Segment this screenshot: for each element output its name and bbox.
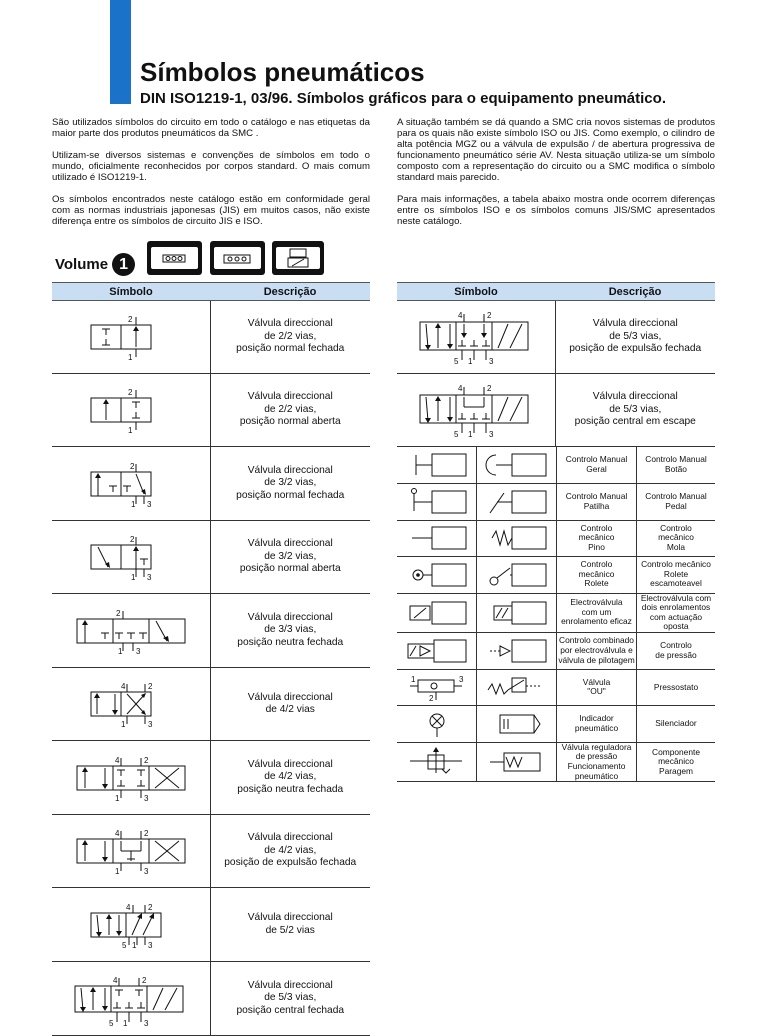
svg-text:3: 3 [488, 357, 494, 366]
svg-text:2: 2 [141, 975, 147, 985]
actuator-product-icon [272, 241, 324, 275]
row-description: de 2/2 vias, [264, 330, 317, 342]
svg-text:1: 1 [127, 426, 133, 435]
table-row [397, 742, 715, 781]
grid-label: Controlo combinado [559, 635, 634, 646]
svg-text:4: 4 [120, 682, 126, 691]
row-description: posição neutra fechada [237, 636, 344, 648]
intro-paragraph: Para mais informações, a tabela abaixo mostra onde ocorrem diferenças entre os símbolos ISO e os símbolos comuns JIS/SMC apresentados neste catálogo. [397, 194, 715, 227]
row-description: Válvula direccional [247, 318, 333, 330]
table-row [397, 669, 715, 705]
intro-paragraph: São utilizados símbolos do circuito em todo o catálogo e nas etiquetas da maior parte dos produtos pneumáticos da SMC . [52, 117, 370, 139]
valve-5-3-center-exhaust-symbol [406, 379, 546, 441]
row-description: Válvula direccional [247, 538, 333, 550]
grid-label: Controlo Manual [565, 490, 628, 501]
grid-label: "OU" [587, 686, 606, 697]
svg-text:3: 3 [147, 720, 153, 729]
grid-label: Mola [666, 541, 686, 552]
grid-label: Componente [652, 746, 700, 757]
grid-label: de pressão [655, 649, 697, 660]
table-row [52, 521, 370, 594]
solenoid-symbol [402, 598, 472, 628]
grid-label: mecânico [658, 756, 694, 767]
svg-text:1: 1 [130, 499, 136, 509]
row-description: Válvula direccional [247, 464, 333, 476]
row-description: de 5/2 vias [265, 924, 315, 936]
valve-5-3-exhaust-symbol [406, 306, 546, 368]
row-description: de 3/2 vias, [264, 477, 317, 489]
pressure-regulator-symbol [402, 747, 472, 777]
row-description: posição de expulsão fechada [224, 857, 357, 869]
grid-label: Indicador [579, 713, 614, 724]
svg-text:3: 3 [146, 573, 152, 582]
row-description: de 5/3 vias, [264, 992, 317, 1004]
svg-text:5: 5 [121, 940, 127, 950]
valve-product-icon [147, 241, 202, 275]
svg-text:1: 1 [410, 675, 415, 685]
grid-label: válvula de pilotagem [558, 654, 635, 665]
grid-label: mecânico [578, 568, 615, 579]
row-description: Válvula direccional [247, 691, 333, 703]
roller-symbol [402, 560, 472, 590]
row-description: Válvula direccional [247, 979, 333, 991]
row-description: Válvula direccional [247, 832, 333, 844]
svg-text:1: 1 [114, 867, 120, 876]
spring-symbol [482, 523, 552, 553]
grid-label: Controlo Manual [645, 454, 707, 465]
valve-3-3-symbol [61, 601, 201, 661]
grid-label: Pressostato [653, 681, 699, 692]
grid-label: Paragem [659, 765, 693, 776]
svg-text:1: 1 [131, 940, 137, 950]
svg-text:4: 4 [457, 311, 463, 320]
grid-label: enrolamento eficaz [561, 616, 632, 627]
row-description: Válvula direccional [247, 758, 333, 770]
svg-text:1: 1 [122, 1018, 128, 1028]
grid-label: Pino [588, 541, 605, 552]
table-row [397, 483, 715, 520]
grid-label: Controlo [580, 559, 613, 570]
symbol-table-left [52, 282, 370, 1036]
double-solenoid-symbol [482, 598, 552, 628]
table-row [397, 556, 715, 593]
svg-text:2: 2 [115, 608, 121, 618]
svg-text:2: 2 [428, 694, 433, 703]
row-description: de 4/2 vias, [264, 771, 317, 783]
svg-text:2: 2 [127, 315, 133, 324]
grid-label: por electroválvula e [560, 645, 633, 656]
table-row [397, 447, 715, 483]
grid-label: Rolete [663, 568, 689, 579]
blue-accent-bar [110, 0, 131, 104]
row-description: posição de expulsão fechada [569, 343, 702, 355]
svg-text:1: 1 [117, 646, 123, 656]
svg-text:4: 4 [457, 384, 463, 393]
valve-4-3-neutral-symbol [61, 748, 201, 808]
pressure-switch-symbol [482, 672, 552, 702]
row-description: posição normal aberta [239, 563, 341, 575]
svg-text:5: 5 [453, 357, 459, 366]
svg-text:3: 3 [147, 940, 153, 950]
grid-label: dois enrolamentos [641, 602, 711, 613]
svg-text:4: 4 [112, 975, 118, 985]
grid-label: Patilha [583, 500, 610, 511]
column-header-description: Descrição [555, 283, 715, 301]
row-description: de 4/2 vias [265, 704, 315, 715]
intro-left [52, 117, 370, 238]
control-symbols-table [397, 447, 715, 782]
valve-5-3-closed-symbol [61, 968, 201, 1030]
grid-label: de pressão [575, 751, 618, 762]
svg-text:2: 2 [147, 682, 153, 691]
grid-label: Válvula [582, 676, 611, 687]
pressure-control-symbol [482, 636, 552, 666]
table-row [52, 741, 370, 815]
solenoid-pilot-symbol [402, 636, 472, 666]
grid-label: Electroválvula com [640, 592, 712, 603]
svg-text:5: 5 [108, 1018, 114, 1028]
push-button-symbol [482, 450, 552, 480]
row-description: Válvula direccional [247, 912, 333, 923]
mechanical-stop-symbol [482, 747, 552, 777]
row-description: de 2/2 vias, [264, 403, 317, 415]
column-header-symbol: Símbolo [52, 283, 210, 301]
svg-text:1: 1 [467, 430, 473, 439]
valve-4-3-exhaust-symbol [61, 821, 201, 881]
valve-4-2-symbol [71, 674, 191, 734]
svg-text:2: 2 [143, 755, 149, 765]
svg-text:5: 5 [453, 430, 459, 439]
table-row [397, 301, 715, 374]
table-row [52, 374, 370, 447]
svg-text:1: 1 [114, 793, 120, 803]
svg-text:4: 4 [114, 755, 120, 765]
grid-label: Controlo Manual [645, 490, 707, 501]
svg-text:3: 3 [143, 867, 149, 876]
svg-text:2: 2 [129, 461, 135, 471]
page-subtitle: DIN ISO1219-1, 03/96. Símbolos gráficos para o equipamento pneumático. [140, 90, 666, 107]
svg-text:2: 2 [129, 535, 135, 544]
grid-label: Funcionamento [567, 761, 626, 772]
plunger-symbol [402, 523, 472, 553]
grid-label: Válvula reguladora [561, 741, 632, 752]
row-description: de 5/3 vias, [609, 330, 662, 342]
table-row [397, 593, 715, 632]
grid-label: Silenciador [655, 718, 697, 729]
intro-paragraph: Utilizam-se diversos sistemas e convenções de símbolos em todo o mundo, oficialmente reconhecidos por corpos standard. O mais comum utilizado é ISO1219-1. [52, 150, 370, 183]
svg-text:3: 3 [488, 430, 494, 439]
intro-paragraph: A situação também se dá quando a SMC cria novos sistemas de produtos para os quais não existe símbolo ISO ou JIS. Como exemplo, o cilindro de alta potência MGZ ou a válvula de expulsão / de abertura progressiva de funcionamento pneumático série AV. Nesta situação utiliza-se um símbolo composto com a representação do circuito ou a SMC modifica o símbolo standard mais parecido. [397, 117, 715, 183]
row-description: posição central fechada [236, 1004, 345, 1016]
column-header-symbol: Símbolo [397, 283, 555, 301]
grid-label: Controlo [580, 522, 613, 533]
table-row [397, 374, 715, 447]
valve-2-2-nc-symbol [71, 307, 191, 367]
row-description: posição normal fechada [236, 343, 345, 355]
grid-label: Rolete [584, 578, 609, 589]
table-row [397, 705, 715, 742]
grid-label: pneumático [574, 770, 619, 781]
svg-text:1: 1 [127, 353, 133, 362]
svg-text:3: 3 [146, 499, 152, 509]
svg-text:1: 1 [130, 573, 136, 582]
svg-text:2: 2 [486, 311, 492, 320]
svg-text:2: 2 [486, 384, 492, 393]
valve-3-2-no-symbol [71, 527, 191, 587]
grid-label: Controlo [660, 522, 692, 533]
table-row [52, 668, 370, 741]
row-description: de 5/3 vias, [609, 403, 662, 415]
grid-label: mecânico [658, 532, 694, 543]
row-description: de 3/2 vias, [264, 550, 317, 562]
grid-label: com actuação oposta [649, 611, 703, 632]
svg-text:3: 3 [135, 646, 141, 656]
row-description: posição central em escape [574, 416, 696, 428]
pneumatic-indicator-symbol [402, 709, 472, 739]
row-description: posição neutra fechada [237, 783, 344, 795]
valve-3-2-nc-symbol [71, 454, 191, 514]
volume-label: Volume [55, 256, 109, 273]
table-row [397, 632, 715, 669]
retractable-roller-symbol [482, 560, 552, 590]
svg-text:3: 3 [143, 793, 149, 803]
grid-label: Controlo Manual [565, 454, 628, 465]
grid-label: escamoteavel [650, 578, 702, 589]
svg-text:3: 3 [143, 1018, 149, 1028]
row-description: posição normal aberta [239, 416, 341, 428]
grid-label: Botão [665, 463, 687, 474]
valve-5-2-symbol [71, 895, 191, 955]
manifold-product-icon [210, 241, 265, 275]
manual-control-symbol [402, 450, 472, 480]
intro-paragraph: Os símbolos encontrados neste catálogo estão em conformidade geral com as normas industriais japonesas (JIS) em muitos casos, não existe diferença entre os símbolos de circuito JIS e ISO. [52, 194, 370, 227]
grid-label: Pedal [665, 500, 687, 511]
pedal-symbol [482, 487, 552, 517]
table-row [52, 594, 370, 668]
table-row [397, 520, 715, 556]
table-row [52, 447, 370, 521]
svg-text:2: 2 [143, 829, 149, 838]
svg-text:1: 1 [120, 720, 126, 729]
page-title: Símbolos pneumáticos [140, 57, 425, 87]
svg-text:2: 2 [147, 902, 153, 912]
grid-label: com um [581, 606, 612, 617]
table-row [52, 815, 370, 888]
row-description: Válvula direccional [592, 391, 678, 403]
grid-label: Electroválvula [570, 597, 623, 608]
svg-text:1: 1 [467, 357, 473, 366]
svg-text:4: 4 [125, 902, 131, 912]
shuttle-valve-symbol [402, 672, 472, 702]
row-description: de 3/3 vias, [264, 624, 317, 636]
svg-text:2: 2 [127, 388, 133, 397]
lever-symbol [402, 487, 472, 517]
table-row [52, 301, 370, 374]
table-row [52, 962, 370, 1036]
grid-label: mecânico [578, 532, 615, 543]
grid-label: Geral [586, 463, 607, 474]
grid-label: Controlo [660, 640, 692, 651]
row-description: Válvula direccional [592, 318, 678, 330]
svg-text:3: 3 [458, 675, 463, 685]
row-description: Válvula direccional [247, 611, 333, 623]
grid-label: Controlo mecânico [641, 559, 711, 570]
row-description: Válvula direccional [247, 391, 333, 403]
column-header-description: Descrição [210, 283, 370, 301]
silencer-symbol [482, 709, 552, 739]
row-description: de 4/2 vias, [264, 844, 317, 856]
intro-right [397, 117, 715, 238]
svg-text:4: 4 [114, 829, 120, 838]
table-row [52, 888, 370, 962]
volume-marker [55, 253, 135, 276]
valve-2-2-no-symbol [71, 380, 191, 440]
grid-label: pneumático [574, 722, 619, 733]
volume-number: 1 [112, 253, 135, 276]
symbol-table-right [397, 282, 715, 447]
row-description: posição normal fechada [236, 489, 345, 501]
